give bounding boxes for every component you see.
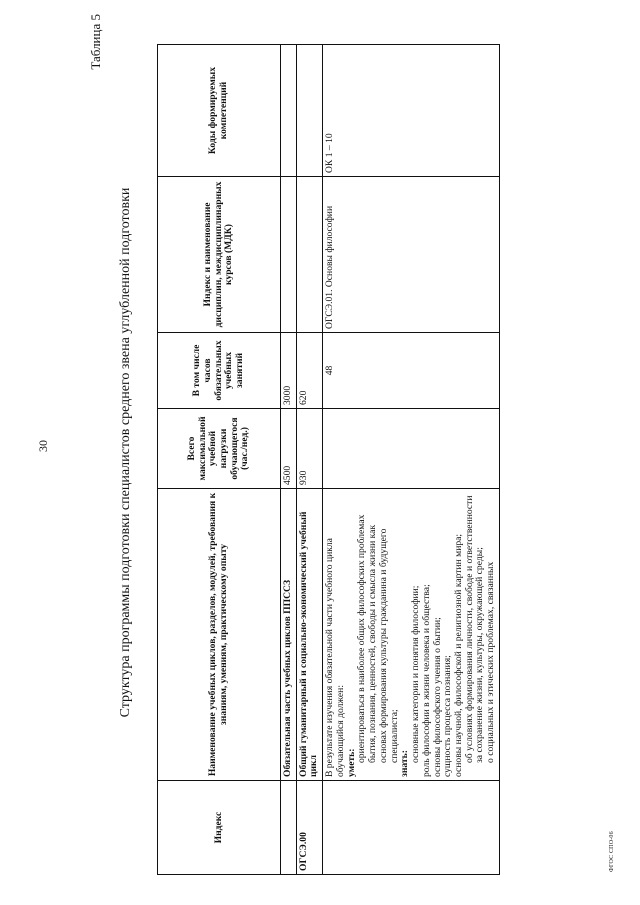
discipline-competencies: ОК 1 – 10 <box>323 45 500 177</box>
document-title: Структура программы подготовки специалистов среднего звена углубленной подготовки <box>118 187 133 718</box>
curriculum-structure-table <box>157 44 500 875</box>
cycle-total: 930 <box>296 409 322 489</box>
mandatory-part-competencies <box>281 45 297 177</box>
footer-code: ФГОС СПО-06 <box>609 831 615 872</box>
znat-item: основы научной, философской и религиозной картин мира; <box>453 533 465 777</box>
cycle-discipline <box>296 177 322 333</box>
header-row <box>158 45 281 875</box>
cycle-index: ОГСЭ.00 <box>296 781 322 875</box>
mandatory-part-index <box>281 781 297 875</box>
mandatory-part-hours: 3000 <box>281 333 297 409</box>
page-number: 30 <box>36 440 50 452</box>
discipline-hours: 48 <box>323 333 500 409</box>
header-index: Индекс <box>158 781 281 875</box>
znat-item: о социальных и этических проблемах, связанных <box>485 561 497 763</box>
mandatory-part-total: 4500 <box>281 409 297 489</box>
umet-label: уметь: <box>345 748 357 777</box>
discipline-name: ОГСЭ.01. Основы философии <box>323 177 500 333</box>
requirements-intro: В результате изучения обязательной части учебного цикла обучающийся должен: <box>324 538 346 777</box>
header-total: Всего максимальной учебной нагрузки обучающегося (час./нед.) <box>158 409 281 489</box>
discipline-requirements <box>323 489 500 781</box>
header-mandatory: В том числе часов обязательных учебных занятий <box>158 333 281 409</box>
cycle-competencies <box>296 45 322 177</box>
znat-item: об условиях формирования личности, свободе и ответственности за сохранение жизни, культуры, окружающей среды; <box>463 495 486 763</box>
cycle-hours: 620 <box>296 333 322 409</box>
header-discipline: Индекс и наименование дисциплин, междисциплинарных курсов (МДК) <box>158 177 281 333</box>
cycle-row <box>296 45 322 875</box>
cycle-name: Общий гуманитарный и социально-экономический учебный цикл <box>296 489 322 781</box>
discipline-total <box>323 409 500 489</box>
header-competencies: Коды формируемых компетенций <box>158 45 281 177</box>
table-label: Таблица 5 <box>88 14 103 70</box>
znat-label: знать: <box>399 750 411 777</box>
mandatory-part-discipline <box>281 177 297 333</box>
znat-item: сущность процесса познания; <box>442 655 454 777</box>
znat-item: роль философии в жизни человека и общества; <box>420 584 432 777</box>
discipline-index <box>323 781 500 875</box>
znat-item: основные категории и понятия философии; <box>410 585 422 763</box>
header-name: Наименование учебных циклов, разделов, модулей, требования к знаниям, умениям, практическому опыту <box>158 489 281 781</box>
umet-text: ориентироваться в наиболее общих философских проблемах бытия, познания, ценностей, свободы и смысла жизни как основах формирования культуры гражданина и будущего специалиста; <box>356 514 400 763</box>
mandatory-part-name: Обязательная часть учебных циклов ППССЗ <box>281 489 297 781</box>
discipline-row <box>323 45 500 875</box>
mandatory-part-row <box>281 45 297 875</box>
znat-item: основы философского учения о бытии; <box>431 617 443 777</box>
